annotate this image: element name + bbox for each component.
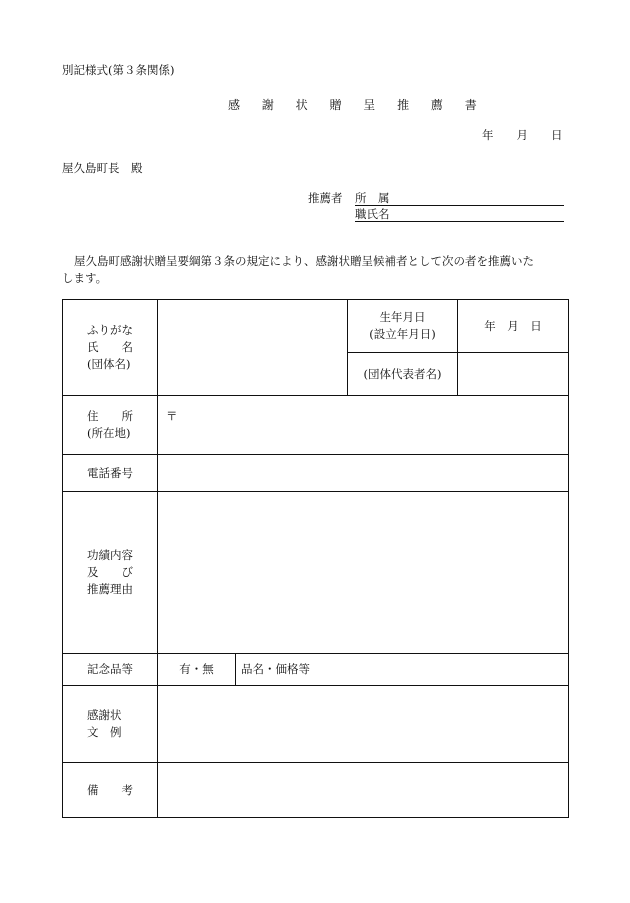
- merit-input[interactable]: [158, 492, 569, 654]
- gift-label: 記念品等: [87, 662, 133, 676]
- page-title: 感 謝 状 贈 呈 推 薦 書: [228, 98, 486, 112]
- remarks-input[interactable]: [158, 763, 569, 818]
- name-input[interactable]: [158, 300, 348, 396]
- gift-yes-no: 有・無: [179, 662, 214, 676]
- representative-input[interactable]: [458, 353, 569, 396]
- recommender-label: 推薦者: [308, 191, 343, 205]
- example-label: 文 例: [87, 725, 122, 739]
- name-label: 氏 名: [87, 340, 133, 354]
- birth-date-label-cell: [348, 300, 458, 353]
- phone-input[interactable]: [158, 455, 569, 492]
- date-line: 年 月 日: [482, 128, 563, 142]
- gift-label-cell: [63, 654, 158, 686]
- representative-label: (団体代表者名): [363, 366, 442, 381]
- affiliation-label: 所 属: [355, 191, 390, 205]
- title-name-label: 職氏名: [355, 207, 390, 221]
- founding-date-label: (設立年月日): [369, 327, 436, 341]
- reason-label: 推薦理由: [87, 582, 133, 596]
- gift-yes-no-cell[interactable]: [158, 654, 236, 686]
- birth-date-input[interactable]: [458, 300, 569, 353]
- intro-text-line-2: します。: [62, 271, 108, 285]
- certificate-text-input[interactable]: [158, 686, 569, 763]
- merit-label-cell: [63, 492, 158, 654]
- birth-date-value: 年 月 日: [484, 318, 542, 333]
- affiliation-field[interactable]: [355, 190, 564, 206]
- addressee: 屋久島町長 殿: [62, 161, 143, 175]
- postal-mark: 〒: [166, 409, 178, 423]
- phone-label-cell: [63, 455, 158, 492]
- form-label: 別記様式(第３条関係): [62, 63, 175, 77]
- name-label-cell: [63, 300, 158, 396]
- address-label-cell: [63, 396, 158, 455]
- phone-label: 電話番号: [87, 465, 133, 480]
- gift-detail-input[interactable]: [236, 654, 569, 686]
- gift-detail-label: 品名・価格等: [241, 662, 310, 676]
- address-label: 住 所: [87, 409, 133, 423]
- certificate-label-cell: [63, 686, 158, 763]
- recommendation-table: [62, 299, 569, 818]
- remarks-label: 備 考: [87, 782, 133, 797]
- group-name-label: (団体名): [87, 357, 131, 371]
- merit-label: 功績内容: [87, 548, 133, 562]
- furigana-label: ふりがな: [87, 323, 133, 337]
- birth-date-label: 生年月日: [379, 310, 426, 324]
- and-label: 及 び: [87, 565, 133, 579]
- address-input[interactable]: [158, 396, 569, 455]
- certificate-label: 感謝状: [87, 708, 122, 722]
- remarks-label-cell: [63, 763, 158, 818]
- location-label: (所在地): [87, 426, 131, 440]
- title-name-field[interactable]: [355, 206, 564, 222]
- representative-label-cell: [348, 353, 458, 396]
- intro-text-line-1: 屋久島町感謝状贈呈要綱第３条の規定により、感謝状贈呈候補者として次の者を推薦いた: [74, 254, 534, 268]
